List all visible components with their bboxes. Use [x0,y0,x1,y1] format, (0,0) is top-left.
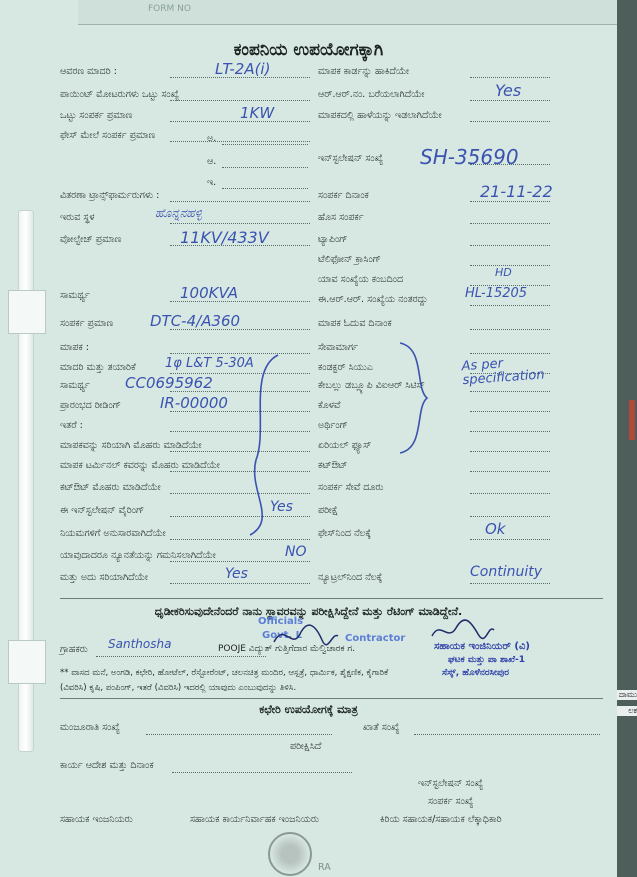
right-field-line [470,516,550,517]
right-field-label: ಕೇಬಲ್ಲು ಡಬ್ಲ್ಯೂಪಿ ವಿಐಆರ್ ಸಿಟಿಸ್ [318,380,425,391]
right-field-value: Yes [495,81,522,100]
divider-declaration [60,598,603,599]
left-field-value: 11KV/433V [180,228,269,247]
officer-stamp-line1: ಸಹಾಯಕ ಇಂಜಿನಿಯರ್ (ವಿ) [434,641,530,652]
signatory-accounts: ಕಿರಿಯ ಸಹಾಯಕ/ಸಹಾಯಕ ಲೆಕ್ಕಾಧಿಕಾರಿ [380,814,502,825]
office-title: ಕಛೇರಿ ಉಪಯೋಗಕ್ಕೆ ಮಾತ್ರ [259,703,358,716]
left-field-label: ಸಂಪರ್ಕ ಪ್ರಮಾಣ [60,318,114,329]
right-field-line [470,451,550,452]
right-field-line [470,411,550,412]
account-no-label: ಖಾತೆ ಸಂಖ್ಯೆ [363,722,400,733]
left-field-label: ಯಾವುದಾದರೂ ನ್ಯೂನತೆಯನ್ನು ಗಮನಿಸಲಾಗಿದೆಯೇ [60,550,216,561]
right-field-label: ಪರೀಕ್ಷೆ [318,505,338,516]
connection-no-label: ಸಂಪರ್ಕ ಸಂಖ್ಯೆ [428,796,474,807]
right-field-label: ಹೊಸ ಸಂಪರ್ಕ [318,212,364,223]
installation-no-label: ಇನ್‌ಸ್ಟಲೇಷನ್ ಸಂಖ್ಯೆ [418,778,484,789]
binder-clip-top [8,290,46,334]
right-field-line [470,329,550,330]
left-field-label: ಕಟ್‌ಔಟ್ ಮೊಹರು ಮಾಡಿದೆಯೇ [60,482,161,493]
edge-fragment-2: ಲಕ [617,706,637,716]
consumer-label: ಗ್ರಾಹಕರು [60,644,88,655]
left-field-label: ಫೇಸ್ ಮೇಲೆ ಸಂಪರ್ಕ ಪ್ರಮಾಣ [60,130,156,141]
right-field-line [470,471,550,472]
phase-letter-a: ಅ. [207,133,217,144]
seal-emblem [268,832,312,876]
left-field-label: ಸಾಮರ್ಥ್ಯ [60,290,90,301]
left-field-label: ಪಾಯಿಂಟ್ ಮೋಟರುಗಳು ಒಟ್ಟು ಸಂಖ್ಯೆ [60,89,180,100]
work-order-label: ಕಾರ್ಯ ಆದೇಶ ಮತ್ತು ದಿನಾಂಕ [60,760,154,771]
left-field-label: ನಿಯಮಗಳಿಗೆ ಅನುಸಾರವಾಗಿದೆಯೇ [60,528,166,539]
left-field-label: ವಿತರಣಾ ಟ್ರಾನ್ಸ್‌ಫಾರ್ಮರುಗಳು : [60,190,160,201]
left-field-value: Yes [225,566,248,582]
right-field-line [470,77,550,78]
stamp-officials: Officials [258,616,304,627]
stamp-govt: Govt. L [262,630,303,641]
right-field-label: ಮಾಪಕ ಕಾರ್ಡನ್ನು ಹಾಕಿದೆಯೇ [318,66,410,77]
officer-stamp-line3: ಸೆಸ್ಕ್, ಹೊಳೆನರಸೀಪುರ [442,668,510,678]
phase-letter-i: ಇ. [207,177,217,188]
left-field-label: ಮಾಪಕ ಟರ್ಮಿನಲ್ ಕವರನ್ನು ಮೊಹರು ಮಾಡಿದೆಯೇ [60,460,220,471]
left-field-label: ಇತರೆ : [60,420,83,431]
right-field-value: 21-11-22 [480,182,553,201]
phase-a-line [222,144,308,145]
edge-red-mark [629,400,635,440]
right-field-line [470,201,550,202]
left-field-label: ಮಾದರಿ ಮತ್ತು ತಯಾರಿಕೆ [60,362,136,373]
consumer-line [96,656,266,657]
left-field-line [170,561,310,562]
checked-label: ಪರೀಕ್ಷಿಸಿದೆ [290,741,322,752]
tab-text: FORM NO [148,4,191,14]
right-field-label: ಈ.ಆರ್.ಆರ್. ಸಂಖ್ಯೆಯ ನಂತರದ್ದು [318,294,428,305]
right-field-label: ಸಂಪರ್ಕ ದಿನಾಂಕ [318,190,369,201]
left-field-label: ವೋಲ್ಟೇಜ್ ಪ್ರಮಾಣ [60,234,122,245]
right-field-line [470,305,550,306]
work-order-line [172,772,352,773]
left-field-value: 1φ L&T 5-30A [165,356,254,371]
right-field-line [470,431,550,432]
right-field-label: ಸಂಪರ್ಕ ಸೇವೆ ದೂರು [318,482,384,493]
left-field-label: ಮಾಪಕ : [60,342,89,353]
background-right-strip [617,0,637,877]
declaration-text: ಧೃಡೀಕರಿಸುವುದೇನೆಂದರೆ ನಾನು ಸ್ಥಾವರವನ್ನು ಪರೀಕ್ಷಿಸಿದ್ದೇನೆ ಮತ್ತು ರೆಟಿಂಗ್ ಮಾಡಿದ್ದೇನೆ. [154,605,463,618]
right-field-label: ಆರ್.ಆರ್.ನಂ. ಬರೆಯಲಾಗಿದೆಯೇ [318,89,425,100]
right-field-label: ಯಾವ ಸಂಖ್ಯೆಯ ಕಂಬದಿಂದ [318,274,404,285]
handwritten-spec: As per specification [461,356,546,389]
right-field-label: ಇನ್‌ಸ್ಟಲೇಷನ್ ಸಂಖ್ಯೆ [318,153,384,164]
divider-office [60,698,603,699]
page-title: ಕಂಪನಿಯ ಉಪಯೋಗಕ್ಕಾಗಿ [233,40,384,60]
left-field-label: ಮಾಪಕವನ್ನು ಸರಿಯಾಗಿ ಮೊಹರು ಮಾಡಿದೆಯೇ [60,440,202,451]
right-field-line [470,583,550,584]
brace-right [395,338,435,458]
left-field-value: LT-2A(i) [215,60,271,78]
left-field-value: NO [285,544,307,560]
right-field-label: ಕಂಡಕ್ಟರ್ ಸಿಯುಎ [318,362,373,373]
left-field-label: ಒಟ್ಟು ಸಂಪರ್ಕ ಪ್ರಮಾಣ [60,110,133,121]
left-field-line [170,201,310,202]
left-field-label: ಸಾಮರ್ಥ್ಯ [60,380,90,391]
right-field-value: Continuity [470,564,543,580]
left-field-label: ಪ್ರಾರಂಭದ ರೀಡಿಂಗ್ [60,400,121,411]
signatory-aee: ಸಹಾಯಕ ಕಾರ್ಯನಿರ್ವಾಹಕ ಇಂಜನಿಯರು [190,814,319,825]
account-no-line [414,734,600,735]
phase-i-line [222,188,308,189]
right-field-label: ಅರ್ಥಿಂಗ್ [318,420,348,431]
left-field-label: ಆವರಣ ಮಾದರಿ : [60,66,117,77]
signatory-ae: ಸಹಾಯಕ ಇಂಜನಿಯರು [60,814,133,825]
right-field-line [470,493,550,494]
right-field-label: ನ್ಯೂಟ್ರಲ್‌ನಿಂದ ನೆಲಕ್ಕೆ [318,572,383,583]
stamp-contractor: Contractor [345,633,406,644]
sanction-no-line [146,734,332,735]
signature-contractor [270,622,340,652]
left-field-value: IR-00000 [160,394,228,412]
officer-stamp-line2: ಘಟಕ ಮತ್ತು ಪಾ ಶಾಖೆ-1 [448,655,526,665]
top-tab [78,0,617,25]
edge-fragment-1: ದಾಮು [618,690,637,699]
left-field-label: ಇರುವ ಸ್ಥಳ [60,212,95,223]
left-field-value: ಹೊನ್ನನಹಳ್ಳಿ [155,206,203,220]
left-field-label: ಈ ಇನ್‌ಸ್ಟಲೇಷನ್ ವೈರಿಂಗ್ [60,505,145,516]
right-field-label: ಕಟ್‌ಔಟ್ [318,460,348,471]
binder-clip-bottom [8,640,46,684]
right-field-label: ಏರಿಯಲ್ ಫ್ಯೂಸ್ [318,440,372,451]
right-field-line [470,100,550,101]
right-field-label: ಟ್ಯಾಪಿಂಗ್ [318,234,348,245]
right-field-line [470,223,550,224]
phase-letter-aa: ಆ. [207,156,217,167]
left-field-line [170,223,310,224]
right-field-label: ಮಾಪಕ ಓದುವ ದಿನಾಂಕ [318,318,392,329]
right-field-line [470,391,550,392]
notes-line2: (ವಿವರಿಸಿ) ಕೃಷಿ, ಪಂಪಿಂಗ್, ಇತರೆ (ವಿವರಿಸಿ) ಇದರಲ್ಲಿ ಯಾವುದು ಎಂಬುವುದನ್ನು ತಿಳಿಸಿ. [60,683,297,693]
brace-left [238,350,288,540]
left-field-value: CC0695962 [125,374,213,392]
sanction-no-label: ಮಂಜೂರಾತಿ ಸಂಖ್ಯೆ [60,722,120,733]
notes-line1: ** ವಾಸದ ಮನೆ, ಅಂಗಡಿ, ಕಛೇರಿ, ಹೋಟೆಲ್, ರೆಸ್ಟೋರೆಂಟ್, ಚಲನಚಿತ್ರ ಮಂದಿರ, ಆಸ್ಪತ್ರೆ, ಧಾರ್ಮಿಕ, ಶೈಕ್ಷಣಿಕ, ಕೈಗಾರಿಕೆ [60,668,389,678]
phase-aa-line [222,167,308,168]
right-field-value: HD [495,266,512,279]
left-field-value: 1KW [240,104,275,122]
right-field-line [470,245,550,246]
right-field-label: ಕೊಳವೆ [318,400,341,411]
right-field-value: Ok [485,520,506,538]
left-field-label: ಮತ್ತು ಅದು ಸರಿಯಾಗಿದೆಯೇ [60,572,148,583]
left-field-line [170,100,310,101]
left-field-line [170,141,310,142]
footer-fragment: RA [318,862,331,873]
left-field-value: Yes [270,499,293,515]
right-field-label: ಸೇವಾಮಾರ್ಗ [318,342,359,353]
consumer-name: Santhosha [108,637,172,651]
left-field-line [170,583,310,584]
right-field-label: ಮಾಪಕದಲ್ಲಿ ಹಾಳೆಯನ್ನು ಇಡಲಾಗಿದೆಯೇ [318,110,442,121]
right-field-line [470,539,550,540]
right-field-value: SH-35690 [420,145,519,169]
right-field-label: ಟೆಲಿಫೋನ್ ಕ್ರಾಸಿಂಗ್ [318,254,381,265]
right-field-value: HL-15205 [465,286,528,301]
left-field-value: DTC-4/A360 [150,312,241,330]
left-field-value: 100KVA [180,284,238,302]
right-field-line [470,121,550,122]
right-field-label: ಫೇಸ್‌ನಿಂದ ನೆಲಕ್ಕೆ [318,528,372,539]
contractor-note: POOJE ವಿದ್ಯುತ್ ಗುತ್ತಿಗೆದಾರ ಮೆಲ್ವಿಚಾರಕ ಗ. [218,644,356,654]
